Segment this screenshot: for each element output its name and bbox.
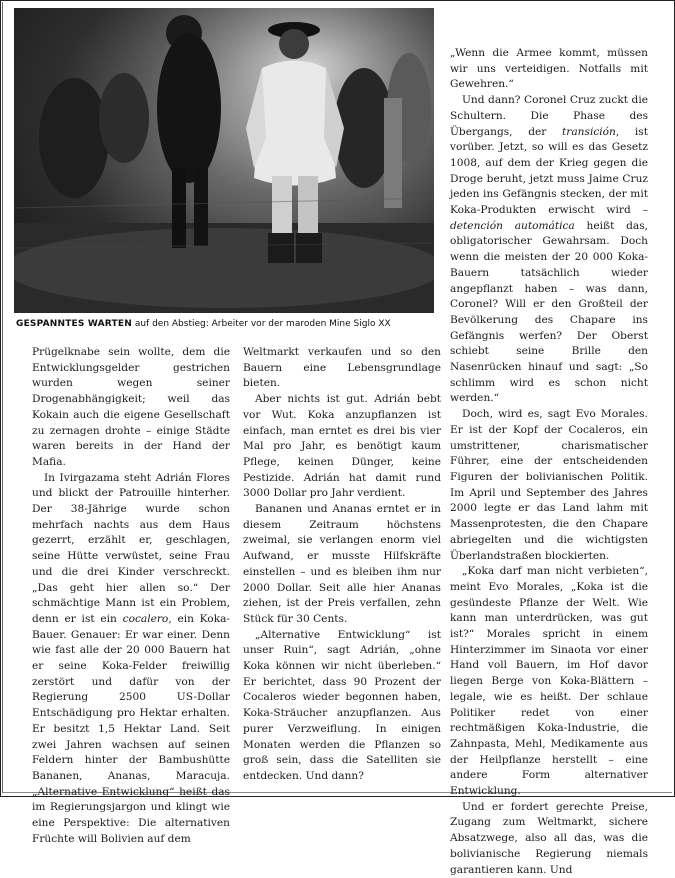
paragraph: „Koka darf man nicht verbieten“, meint Evo Morales, „Koka ist die gesündeste Pflanze der Welt. Wie kann man unterdrücken, was gut ist?“ Morales spricht in einem Hinterzimmer im Sinaota vor einer Hand voll Bauern, im Hof davor liegen Berge von Koka-Blättern – legale, wie es heißt. Der schlaue Politiker redet von einer rechtmäßigen Koka-Industrie, die Zahnpasta, Mehl, Medikamente aus der Heilpflanze herstellt – eine andere Form alternativer Entwicklung.	[450, 565, 648, 798]
paragraph: Und er fordert gerechte Preise, Zugang zum Weltmarkt, sichere Absatzwege, also all das, was die bolivianische Regierung niemals garantieren kann. Und	[450, 800, 648, 876]
text-column-1	[32, 345, 230, 848]
photo-caption	[16, 319, 436, 329]
paragraph: Und dann? Coronel Cruz zuckt die Schultern. Die Phase des Übergangs, der transición, ist vorüber. Jetzt, so will es das Gesetz 1008, auf dem der Krieg gegen die Droge beruht, jetzt muss Jaime Cruz jeden ins Gefängnis stecken, der mit Koka-Produkten erwischt wird – detención automática heißt das, obligatorischer Gewahrsam. Doch wenn die meisten der 20 000 Koka-Bauern tatsächlich wieder angepflanzt haben – was dann, Coronel? Will er den Großteil der Bevölkerung des Chapare ins Gefängnis werfen? Der Oberst schiebt seine Brille den Nasenrücken hinauf und sagt: „So schlimm wird es schon nicht werden.“	[450, 94, 648, 405]
paragraph: Aber nichts ist gut. Adrián bebt vor Wut. Koka anzupflanzen ist einfach, man erntet es drei bis vier Mal pro Jahr, es benötigt kaum Pflege, keinen Dünger, keine Pestizide. Adrián hat damit rund 3000 Dollar pro Jahr verdient.	[243, 393, 441, 500]
paragraph: Prügelknabe sein wollte, dem die Entwicklungsgelder gestrichen wurden wegen seiner Drogenabhängigkeit; weil das Kokain auch die eigene Gesellschaft zu zernagen drohte – einige Städte waren bereits in der Hand der Mafia.	[32, 346, 230, 468]
article-photo	[14, 8, 434, 313]
paragraph: Doch, wird es, sagt Evo Morales. Er ist der Kopf der Cocaleros, ein umstrittener, charismatischer Führer, eine der entscheidenden Figuren der bolivianischen Politik. Im April und September des Jahres 2000 legte er das Land lahm mit Massenprotesten, die den Chapare abriegelten und die wichtigsten Überlandstraßen blockierten.	[450, 408, 648, 562]
paragraph: „Wenn die Armee kommt, müssen wir uns verteidigen. Notfalls mit Gewehren.“	[450, 47, 648, 91]
caption-text: auf den Abstieg: Arbeiter vor der maroden Mine Siglo XX	[134, 319, 391, 329]
paragraph: „Alternative Entwicklung“ ist unser Ruin“, sagt Adrián, „ohne Koka können wir nicht überleben.“ Er berichtet, dass 90 Prozent der Cocaleros wieder begonnen haben, Koka-Sträucher anzupflanzen. Aus purer Verzweiflung. In einigen Monaten werden die Pflanzen so groß sein, dass die Satelliten sie entdecken. Und dann?	[243, 628, 441, 782]
text-column-2	[243, 345, 441, 785]
paragraph: In Ivirgazama steht Adrián Flores und blickt der Patrouille hinterher. Der 38-Jährige wurde schon mehrfach nachts aus dem Haus gezerrt, erzählt er, geschlagen, seine Hütte verwüstet, seine Frau und die drei Kinder verschreckt. „Das geht hier allen so.“ Der schmächtige Mann ist ein Problem, denn er ist ein cocalero, ein Koka-Bauer. Genauer: Er war einer. Denn wie fast alle der 20 000 Bauern hat er seine Koka-Felder freiwillig zerstört und dafür von der Regierung 2500 US-Dollar Entschädigung pro Hektar erhalten. Er besitzt 1,5 Hektar Land. Seit zwei Jahren wachsen auf seinen Feldern hinter der Bambushütte Bananen, Ananas, Maracuja. „Alternative Entwicklung“ heißt das im Regierungsjargon und klingt wie eine Perspektive: Die alternativen Früchte will Bolivien auf dem	[32, 471, 231, 845]
paragraph: Weltmarkt verkaufen und so den Bauern eine Lebensgrundlage bieten.	[243, 346, 441, 390]
text-column-3	[450, 46, 648, 878]
paragraph: Bananen und Ananas erntet er in diesem Zeitraum höchstens zweimal, sie verlangen enorm viel Aufwand, er musste Hilfskräfte einstellen – und es bleiben ihm nur 2000 Dollar. Seit alle hier Ananas ziehen, ist der Preis verfallen, zehn Stück für 30 Cents.	[243, 503, 441, 625]
caption-lead: GESPANNTES WARTEN	[16, 319, 132, 329]
